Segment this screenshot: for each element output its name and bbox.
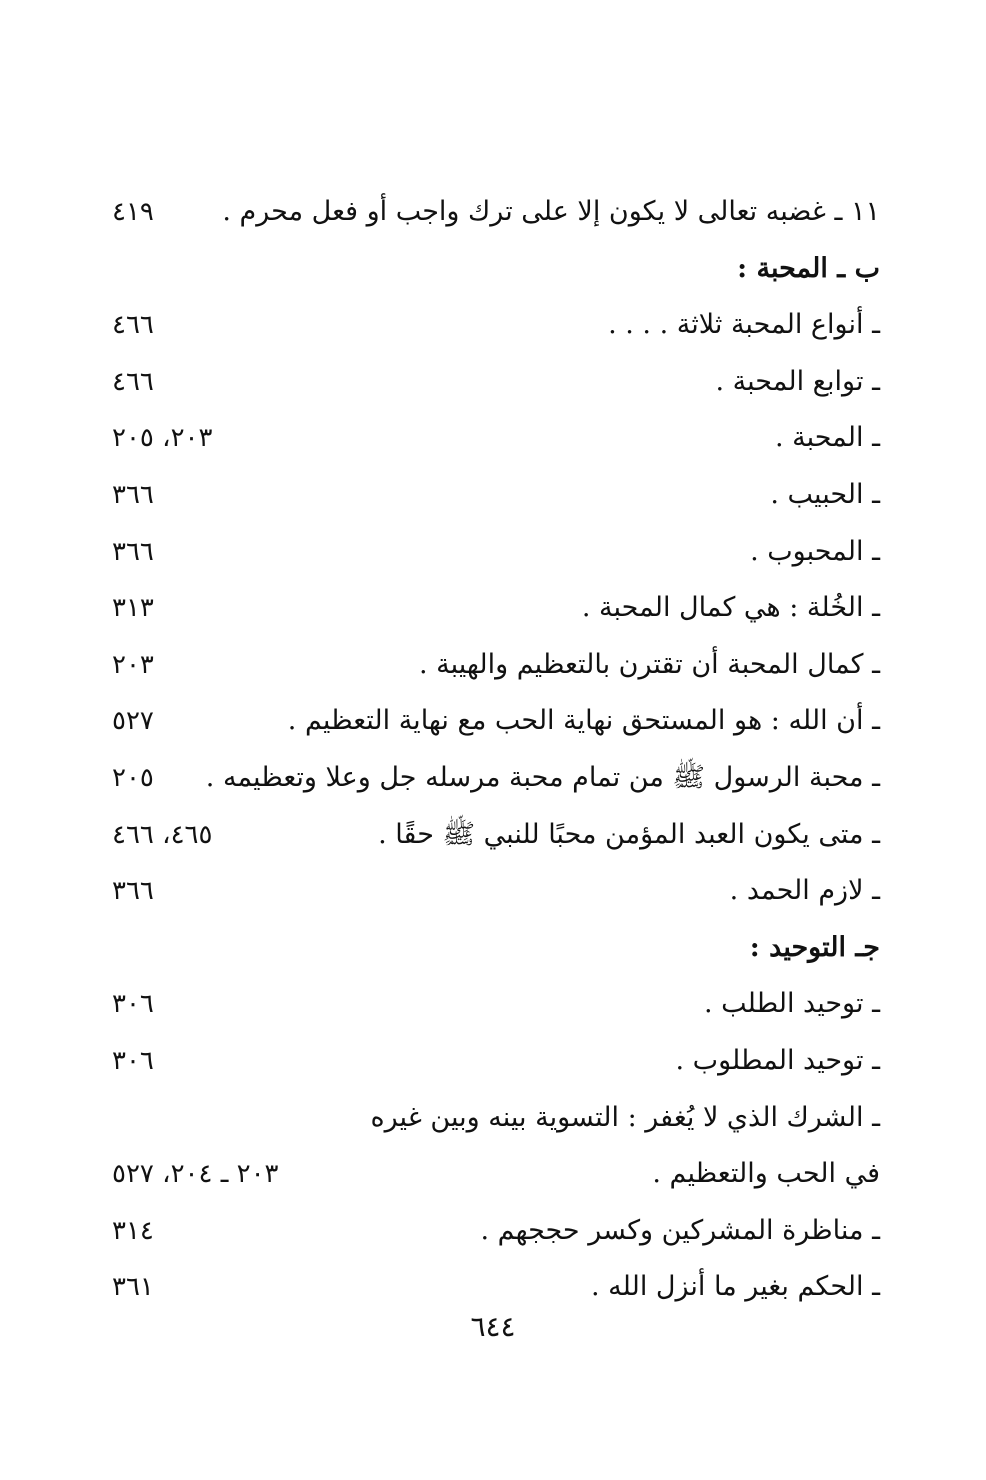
entry-text: ـ لازم الحمد . (729, 875, 880, 907)
entry-text: ـ توحيد المطلوب . (675, 1044, 880, 1076)
entry-page-refs: ٣١٤ (112, 1215, 154, 1246)
entry-page-refs: ٣٦٦ (112, 876, 154, 907)
index-entry (112, 807, 880, 864)
entry-page-refs: ٢٠٣ ـ ٢٠٤، ٥٢٧ (112, 1159, 279, 1190)
entry-text: ـ أنواع المحبة ثلاثة . . . . (608, 309, 880, 341)
entry-text: ب ـ المحبة : (737, 252, 880, 284)
entry-text: ـ الحكم بغير ما أنزل الله . (591, 1271, 880, 1303)
index-entry (112, 1146, 880, 1203)
entry-page-refs: ٢٠٥ (112, 762, 154, 793)
entry-text: ـ كمال المحبة أن تقترن بالتعظيم والهيبة . (418, 648, 880, 680)
index-entry (112, 184, 880, 241)
entry-page-refs: ٥٢٧ (112, 706, 154, 737)
entry-page-refs: ٢٠٣، ٢٠٥ (112, 423, 213, 454)
entry-text: ـ المحبوب . (750, 535, 880, 567)
index-entry (112, 580, 880, 637)
entry-page-refs: ٤١٩ (112, 197, 154, 227)
section-heading (112, 920, 880, 977)
entry-page-refs: ٤٦٦ (112, 310, 154, 341)
entry-page-refs: ٣١٣ (112, 593, 154, 624)
index-entry (112, 297, 880, 354)
index-entry (112, 976, 880, 1033)
entry-text: ـ أن الله : هو المستحق نهاية الحب مع نهاية التعظيم . (287, 705, 880, 737)
index-entry (112, 1090, 880, 1147)
entry-page-refs: ٤٦٦ (112, 366, 154, 397)
entry-page-refs: ٣٠٦ (112, 989, 154, 1020)
entry-page-refs: ٣٠٦ (112, 1045, 154, 1076)
entry-text: ـ مناظرة المشركين وكسر حججهم . (480, 1214, 880, 1246)
page-number: ٦٤٤ (470, 1310, 516, 1343)
index-entry (112, 524, 880, 581)
entry-page-refs: ٣٦٦ (112, 536, 154, 567)
index-entry (112, 354, 880, 411)
entry-text: ـ محبة الرسول ﷺ من تمام محبة مرسله جل وعلا وتعظيمه . (205, 761, 880, 793)
entry-text: ـ المحبة . (774, 422, 880, 454)
entry-text: ـ متى يكون العبد المؤمن محبًا للنبي ﷺ حقًا . (378, 818, 880, 850)
entry-page-refs: ٣٦٦ (112, 479, 154, 510)
entry-page-refs: ٣٦١ (112, 1272, 154, 1303)
index-entry (112, 1203, 880, 1260)
entry-text: ـ الخُلة : هي كمال المحبة . (581, 592, 880, 624)
index-entry (112, 1259, 880, 1316)
index-entry (112, 410, 880, 467)
section-heading (112, 241, 880, 298)
index-entry (112, 467, 880, 524)
entry-page-refs: ٤٦٥، ٤٦٦ (112, 819, 213, 850)
entry-text: في الحب والتعظيم . (652, 1158, 880, 1190)
index-entry (112, 863, 880, 920)
entry-text: ـ توحيد الطلب . (703, 988, 880, 1020)
entry-text: ـ توابع المحبة . (715, 365, 880, 397)
index-entry (112, 637, 880, 694)
index-entry (112, 750, 880, 807)
index-entry (112, 693, 880, 750)
entry-text: ١١ ـ غضبه تعالى لا يكون إلا على ترك واجب أو فعل محرم . (222, 196, 880, 227)
index-entry (112, 1033, 880, 1090)
entry-page-refs: ٢٠٣ (112, 649, 154, 680)
entry-text: جـ التوحيد : (749, 931, 880, 963)
entry-text: ـ الحبيب . (770, 478, 880, 510)
index-list (112, 184, 880, 1316)
entry-text: ـ الشرك الذي لا يُغفر : التسوية بينه وبين غيره (370, 1101, 880, 1133)
